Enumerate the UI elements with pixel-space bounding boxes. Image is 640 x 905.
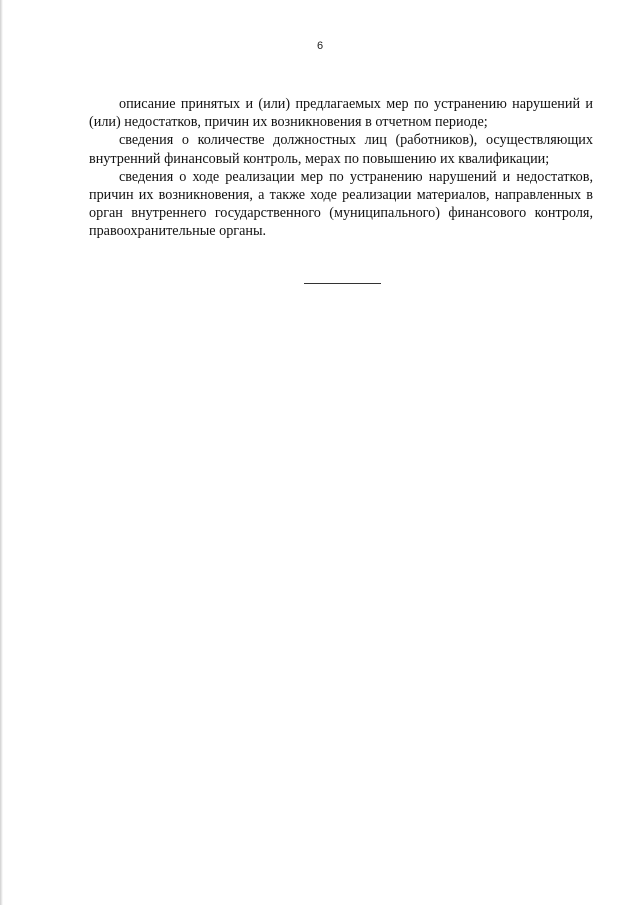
paragraph-implementation-progress: сведения о ходе реализации мер по устранению нарушений и недостатков, причин их возникновения, а также ходе реализации материалов, направленных в орган внутреннего государственного (муниципального) финансового контроля, правоохранительные органы. (89, 168, 593, 240)
scan-edge (0, 0, 3, 905)
paragraph-staff-information: сведения о количестве должностных лиц (работников), осуществляющих внутренний финансовый контроль, мерах по повышению их квалификации; (89, 132, 593, 167)
end-of-text-divider (304, 283, 381, 284)
page-number: 6 (316, 40, 324, 52)
paragraph-measures-description: описание принятых и (или) предлагаемых мер по устранению нарушений и (или) недостатков, причин их возникновения в отчетном периоде; (89, 96, 593, 131)
document-body (89, 95, 593, 241)
